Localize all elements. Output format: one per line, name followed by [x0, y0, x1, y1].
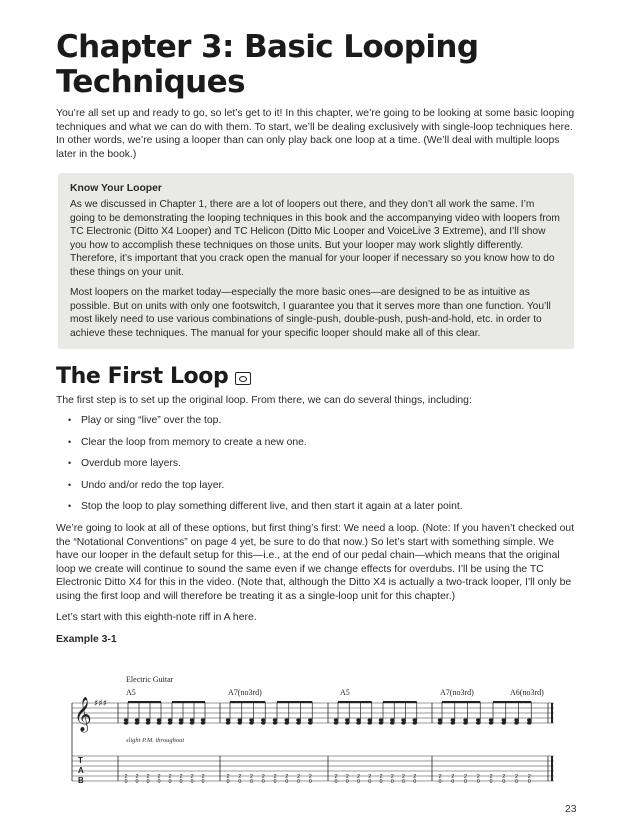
video-icon: [235, 372, 251, 385]
notehead: [249, 718, 253, 721]
notehead: [345, 721, 349, 724]
section-heading: [56, 364, 576, 390]
tab-fret: 0: [261, 779, 265, 785]
intro-paragraph: You’re all set up and ready to go, so let’s get to it! In this chapter, we’re going to be looking at some basic looping techniques and what we can do with them. To start, we’ll be dealing exclusively with single-loop techniques here. In other words, we’re using a looper than can only play back one loop at a time. (We’ll deal with multiple loops later in the book.): [56, 108, 575, 160]
notehead: [124, 718, 128, 721]
tab-fret: 2: [157, 774, 161, 780]
notehead: [390, 718, 394, 721]
list-item: • Stop the loop to play something different live, and then start it again at a later point.: [68, 500, 576, 513]
page-content: [56, 30, 576, 646]
chapter-title: [56, 30, 576, 100]
chapter-title-line2: Techniques: [56, 64, 245, 100]
notehead: [308, 718, 312, 721]
tab-fret: 2: [201, 774, 205, 780]
notehead: [390, 721, 394, 724]
treble-clef-icon: 𝄞: [74, 697, 92, 732]
tab-fret: 0: [168, 779, 172, 785]
tab-fret: 0: [476, 779, 480, 785]
tab-fret: 2: [413, 774, 417, 780]
tab-fret: 0: [124, 779, 128, 785]
notehead: [463, 718, 467, 721]
tab-fret: 2: [250, 774, 254, 780]
tab-fret: 2: [238, 774, 242, 780]
notehead: [238, 721, 242, 724]
notehead: [502, 718, 506, 721]
tab-staff: [72, 756, 554, 781]
notehead: [201, 718, 205, 721]
tab-fret: 2: [438, 774, 442, 780]
notehead: [356, 718, 360, 721]
tab-fret: 0: [190, 779, 194, 785]
tab-fret: 2: [226, 774, 230, 780]
tab-fret: 2: [261, 774, 265, 780]
tab-fret: 0: [135, 779, 139, 785]
notehead: [179, 721, 183, 724]
notehead: [413, 721, 417, 724]
notehead: [438, 721, 442, 724]
notehead: [296, 721, 300, 724]
tab-fret: 0: [179, 779, 183, 785]
tab-fret: 2: [451, 774, 455, 780]
tab-fret: 0: [502, 779, 506, 785]
chord-symbol: A7(no3rd): [228, 688, 262, 697]
tab-fret: 0: [390, 779, 394, 785]
notehead: [368, 718, 372, 721]
tab-fret: 0: [238, 779, 242, 785]
tab-fret: 0: [308, 779, 312, 785]
tab-fret: 0: [515, 779, 519, 785]
notehead: [135, 718, 139, 721]
notehead: [401, 721, 405, 724]
tab-fret: 2: [273, 774, 277, 780]
tab-fret: 2: [168, 774, 172, 780]
notehead: [401, 718, 405, 721]
notehead: [356, 721, 360, 724]
instrument-name: Electric Guitar: [126, 675, 174, 684]
notehead: [514, 721, 518, 724]
chapter-title-line1: Chapter 3: Basic Looping: [56, 29, 479, 65]
tab-fret: 0: [402, 779, 406, 785]
notehead: [502, 721, 506, 724]
tab-letter: B: [78, 776, 84, 785]
tab-fret: 2: [308, 774, 312, 780]
notehead: [296, 718, 300, 721]
tab-fret: 2: [285, 774, 289, 780]
tab-letter: T: [78, 756, 83, 765]
notehead: [379, 718, 383, 721]
tab-fret: 2: [379, 774, 383, 780]
notehead: [476, 718, 480, 721]
performance-note: slight P.M. throughout: [126, 737, 185, 744]
sidebar-paragraph-2: Most loopers on the market today—especially the more basic ones—are designed to be as intuitive as possible. But on units with only one footswitch, I guarantee you that it serves more than one function. You’ll most likely need to use various combinations of single-push, double-push, push-and-hold, etc. in order to achieve these techniques. The manual for your specific looper should make all of this clear.: [70, 287, 551, 339]
tab-fret: 0: [451, 779, 455, 785]
know-your-looper-sidebar: [58, 173, 574, 349]
notehead: [285, 721, 289, 724]
tab-fret: 2: [179, 774, 183, 780]
notehead: [334, 721, 338, 724]
notehead: [190, 718, 194, 721]
notehead: [451, 718, 455, 721]
notehead: [476, 721, 480, 724]
tab-fret: 2: [402, 774, 406, 780]
chord-symbol: A5: [126, 688, 136, 697]
section-lead: The first step is to set up the original loop. From there, we can do several things, including:: [56, 395, 472, 407]
video-icon-lens: [239, 376, 247, 382]
tab-fret: 2: [515, 774, 519, 780]
section-title: The First Loop: [56, 364, 229, 390]
notehead: [527, 721, 531, 724]
tab-fret: 2: [135, 774, 139, 780]
list-item: • Play or sing “live” over the top.: [68, 414, 576, 427]
tab-fret: 2: [345, 774, 349, 780]
tab-fret: 0: [157, 779, 161, 785]
tab-fret: 0: [527, 779, 531, 785]
example-label: Example 3-1: [56, 634, 117, 646]
tab-fret: 0: [489, 779, 493, 785]
tab-fret: 0: [250, 779, 254, 785]
tab-fret: 0: [226, 779, 230, 785]
sidebar-paragraph-1: As we discussed in Chapter 1, there are a lot of loopers out there, and they don’t all work the same. I’m going to be demonstrating the looping techniques in this book and the accompanying video with loopers from TC Electronic (Ditto X4 Looper) and TC Helicon (Ditto Mic Looper and VoiceLive 3 Extreme), and I’ll show you how to accomplish these techniques on those units. But your looper may work slightly differently. Therefore, it’s important that you crack open the manual for your looper if necessary so you know how to do these things on your unit.: [70, 199, 560, 278]
notehead: [334, 718, 338, 721]
tab-fret: 2: [489, 774, 493, 780]
notehead: [345, 718, 349, 721]
notehead: [146, 721, 150, 724]
tab-fret: 2: [476, 774, 480, 780]
notehead: [463, 721, 467, 724]
notehead: [308, 721, 312, 724]
chord-symbol: A6(no3rd): [510, 688, 544, 697]
music-notation: [60, 672, 560, 796]
sidebar-title: Know Your Looper: [70, 183, 162, 195]
tab-fret: 2: [502, 774, 506, 780]
tab-fret: 0: [438, 779, 442, 785]
tab-fret: 0: [334, 779, 338, 785]
notehead: [201, 721, 205, 724]
notehead: [124, 721, 128, 724]
page-number: 23: [565, 804, 577, 815]
tab-fret: 0: [413, 779, 417, 785]
tab-fret: 2: [190, 774, 194, 780]
riff-intro: Let’s start with this eighth-note riff in A here.: [56, 611, 257, 623]
chord-symbol: A7(no3rd): [440, 688, 474, 697]
notehead: [261, 721, 265, 724]
notehead: [157, 718, 161, 721]
notehead: [179, 718, 183, 721]
notehead: [146, 718, 150, 721]
notehead: [168, 721, 172, 724]
notation-svg: [60, 672, 560, 796]
key-signature-icon: ♯♯♯: [94, 699, 108, 709]
notehead: [451, 721, 455, 724]
tab-fret: 2: [464, 774, 468, 780]
notehead: [238, 718, 242, 721]
tab-fret: 2: [357, 774, 361, 780]
tab-fret: 2: [368, 774, 372, 780]
notehead: [135, 721, 139, 724]
notehead: [261, 718, 265, 721]
notehead: [285, 718, 289, 721]
tab-fret: 2: [146, 774, 150, 780]
tab-fret: 0: [273, 779, 277, 785]
notehead: [273, 721, 277, 724]
tab-fret: 2: [527, 774, 531, 780]
tab-fret: 0: [379, 779, 383, 785]
notehead: [413, 718, 417, 721]
notehead: [190, 721, 194, 724]
notehead: [368, 721, 372, 724]
notehead: [273, 718, 277, 721]
tab-fret: 2: [390, 774, 394, 780]
notehead: [379, 721, 383, 724]
tab-fret: 0: [368, 779, 372, 785]
tab-fret: 0: [345, 779, 349, 785]
notehead: [168, 718, 172, 721]
list-item: • Undo and/or redo the top layer.: [68, 479, 576, 492]
tab-fret: 2: [334, 774, 338, 780]
notehead: [226, 721, 230, 724]
chord-symbol: A5: [340, 688, 350, 697]
tab-fret: 2: [297, 774, 301, 780]
list-item: • Clear the loop from memory to create a new one.: [68, 436, 576, 449]
tab-fret: 0: [357, 779, 361, 785]
notehead: [438, 718, 442, 721]
notehead: [514, 718, 518, 721]
notehead: [226, 718, 230, 721]
notehead: [489, 718, 493, 721]
notehead: [527, 718, 531, 721]
tab-fret: 0: [146, 779, 150, 785]
body-paragraph: We’re going to look at all of these options, but first thing’s first: We need a loop. (Note: If you haven’t checked out the “Notational Conventions” on page 4 yet, be sure to do that now.) So let’s start with something simple. We have our looper in the default setup for this—i.e., at the end of our pedal chain—which means that the original loop we create will continue to sound the same even if we change effects for overdubs. I’ll be using the TC Electronic Ditto X4 for this in the video. (Note that, although the Ditto X4 is actually a two-track looper, I’ll only be using the first loop and will therefore be treating it as a single-loop unit for this chapter.): [56, 522, 575, 602]
tab-fret: 2: [124, 774, 128, 780]
tab-fret: 0: [297, 779, 301, 785]
options-list: [56, 414, 576, 513]
tab-fret: 0: [464, 779, 468, 785]
tab-fret: 0: [201, 779, 205, 785]
notehead: [249, 721, 253, 724]
tab-letter: A: [78, 766, 84, 775]
notehead: [157, 721, 161, 724]
list-item: • Overdub more layers.: [68, 457, 576, 470]
notehead: [489, 721, 493, 724]
tab-fret: 0: [285, 779, 289, 785]
